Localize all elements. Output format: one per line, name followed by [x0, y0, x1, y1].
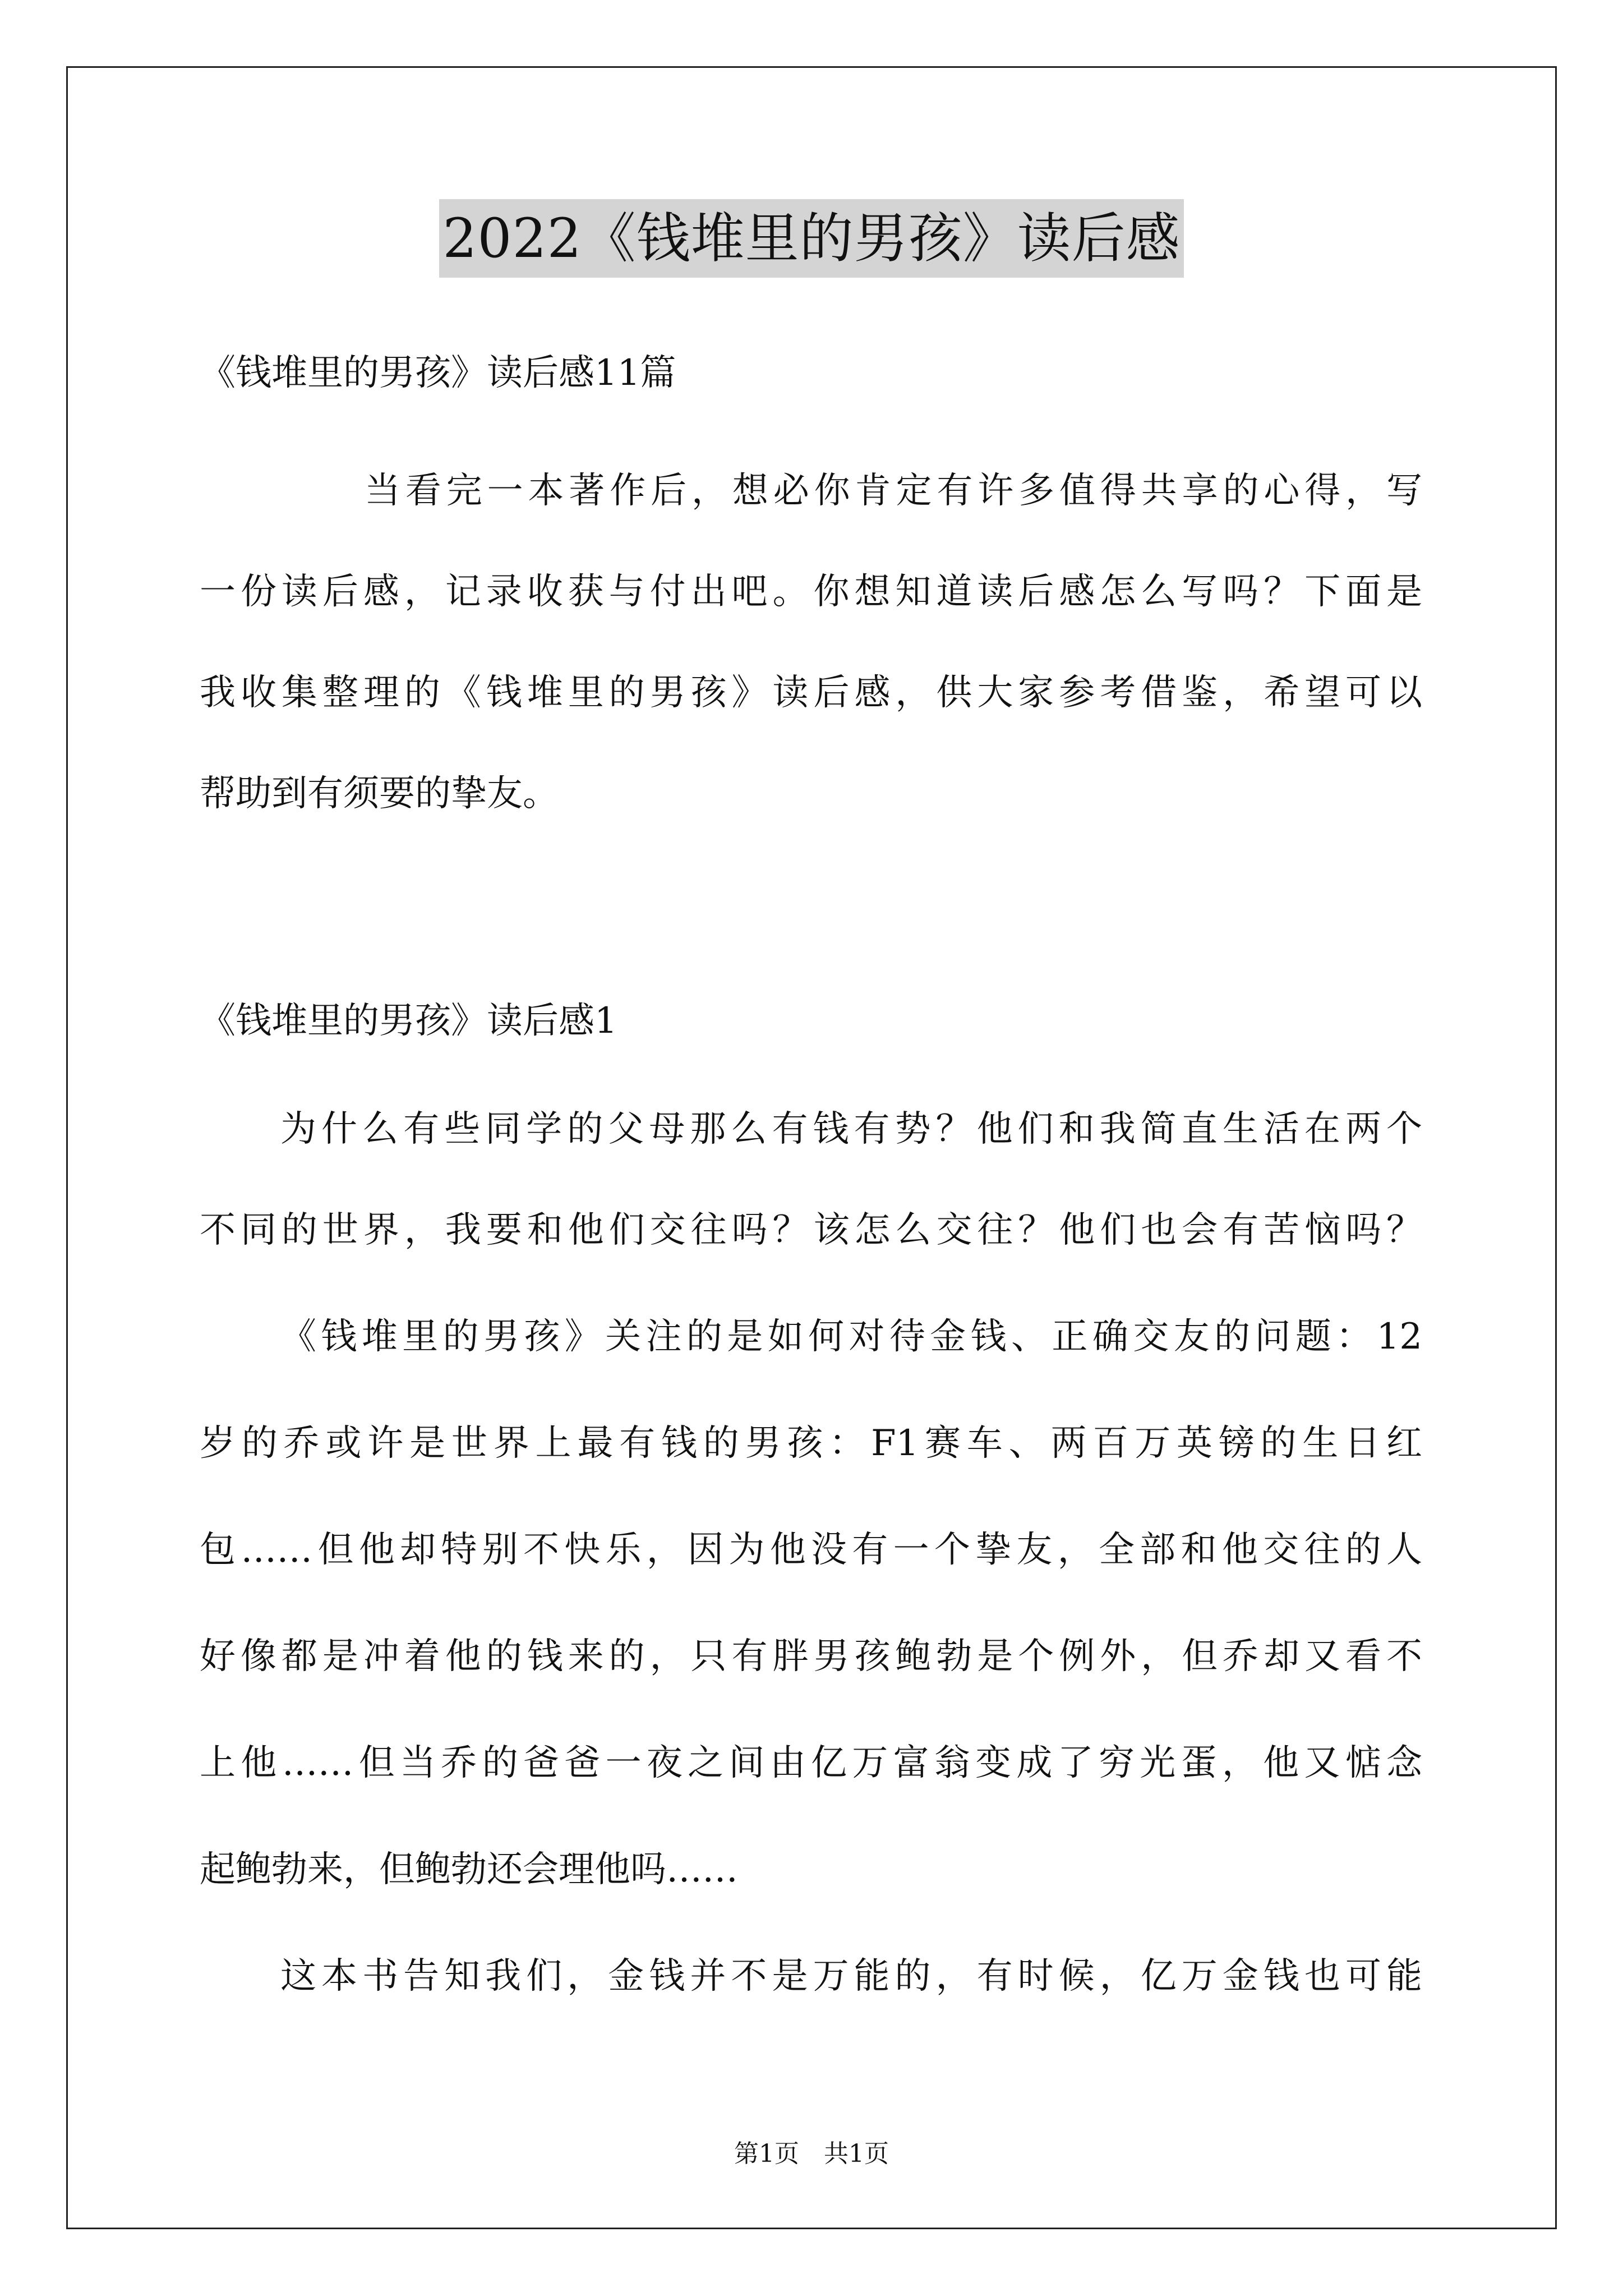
intro-line: 当看完一本著作后，想必你肯定有许多值得共享的心得，写	[365, 470, 1422, 512]
document-subtitle: 《钱堆里的男孩》读后感11篇	[200, 352, 676, 394]
intro-line: 帮助到有须要的挚友。	[200, 773, 559, 815]
body-line: 不同的世界，我要和他们交往吗？该怎么交往？他们也会有苦恼吗？	[200, 1209, 1422, 1251]
title-container	[0, 199, 1623, 278]
body-line: 上他……但当乔的爸爸一夜之间由亿万富翁变成了穷光蛋，他又惦念	[200, 1742, 1422, 1784]
intro-line: 一份读后感，记录收获与付出吧。你想知道读后感怎么写吗？下面是	[200, 571, 1422, 613]
body-line: 这本书告知我们，金钱并不是万能的，有时候，亿万金钱也可能	[280, 1955, 1422, 1997]
body-line: 为什么有些同学的父母那么有钱有势？他们和我简直生活在两个	[280, 1108, 1422, 1150]
body-line: 《钱堆里的男孩》关注的是如何对待金钱、正确交友的问题：12	[280, 1316, 1422, 1358]
page-number: 第1页 共1页	[734, 2139, 889, 2168]
body-line: 起鲍勃来，但鲍勃还会理他吗……	[200, 1849, 738, 1890]
body-line: 好像都是冲着他的钱来的，只有胖男孩鲍勃是个例外，但乔却又看不	[200, 1636, 1422, 1677]
section-heading: 《钱堆里的男孩》读后感1	[200, 1000, 617, 1042]
intro-line: 我收集整理的《钱堆里的男孩》读后感，供大家参考借鉴，希望可以	[200, 672, 1422, 714]
body-line: 岁的乔或许是世界上最有钱的男孩：F1赛车、两百万英镑的生日红	[200, 1423, 1422, 1464]
body-line: 包……但他却特别不快乐，因为他没有一个挚友，全部和他交往的人	[200, 1529, 1422, 1571]
document-title: 2022《钱堆里的男孩》读后感	[439, 199, 1183, 278]
